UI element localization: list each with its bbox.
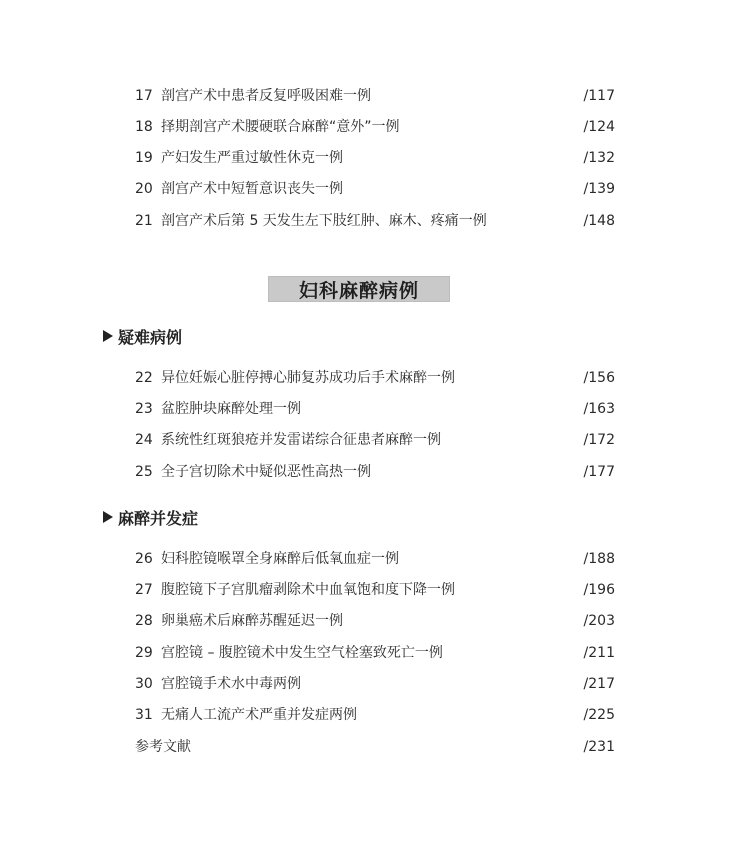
entry-title: 剖宫产术后第 5 天发生左下肢红肿、麻木、疼痛一例 [161,213,487,229]
entry-title: 全子宫切除术中疑似恶性高热一例 [161,464,371,480]
entry-title: 剖宫产术中患者反复呼吸困难一例 [161,88,371,104]
entry-number: 28 [135,613,153,629]
entry-number: 17 [135,88,153,104]
entry-title: 产妇发生严重过敏性休克一例 [161,150,343,166]
toc-entry[interactable] [135,461,615,483]
toc-entry[interactable] [135,398,615,420]
toc-entry[interactable] [135,610,615,632]
entry-page: /132 [583,150,615,166]
entry-title: 异位妊娠心脏停搏心肺复苏成功后手术麻醉一例 [161,370,455,386]
entry-number: 19 [135,150,153,166]
entry-number: 23 [135,401,153,417]
entry-page: /225 [583,707,615,723]
toc-entry[interactable] [135,579,615,601]
toc-entry[interactable] [135,548,615,570]
section-title: 妇科麻醉病例 [268,276,450,302]
toc-entry-references[interactable] [135,736,615,758]
entry-title: 卵巢癌术后麻醉苏醒延迟一例 [161,613,343,629]
entry-title: 盆腔肿块麻醉处理一例 [161,401,301,417]
toc-entry[interactable] [135,85,615,107]
entry-number: 25 [135,464,153,480]
entry-number: 26 [135,551,153,567]
entry-title: 参考文献 [135,739,191,755]
entry-number: 20 [135,181,153,197]
toc-entry[interactable] [135,210,615,232]
entry-title: 剖宫产术中短暂意识丧失一例 [161,181,343,197]
entry-number: 31 [135,707,153,723]
entry-page: /177 [583,464,615,480]
entry-page: /211 [583,645,615,661]
entry-title: 腹腔镜下子宫肌瘤剥除术中血氧饱和度下降一例 [161,582,455,598]
entry-number: 21 [135,213,153,229]
entry-page: /188 [583,551,615,567]
entry-page: /217 [583,676,615,692]
entry-page: /124 [583,119,615,135]
toc-entry[interactable] [135,704,615,726]
toc-entry[interactable] [135,642,615,664]
toc-entry[interactable] [135,178,615,200]
entry-page: /117 [583,88,615,104]
entry-page: /203 [583,613,615,629]
entry-page: /139 [583,181,615,197]
entry-page: /196 [583,582,615,598]
entry-page: /156 [583,370,615,386]
entry-title: 无痛人工流产术严重并发症两例 [161,707,357,723]
entry-number: 30 [135,676,153,692]
subsection-label: 疑难病例 [118,327,183,347]
entry-number: 22 [135,370,153,386]
entry-title: 择期剖宫产术腰硬联合麻醉“意外”一例 [161,119,400,135]
entry-number: 18 [135,119,153,135]
subsection-label: 麻醉并发症 [118,508,199,528]
toc-entry[interactable] [135,429,615,451]
entry-title: 妇科腔镜喉罩全身麻醉后低氧血症一例 [161,551,399,567]
entry-number: 27 [135,582,153,598]
entry-title: 宫腔镜 – 腹腔镜术中发生空气栓塞致死亡一例 [161,645,443,661]
subsection-heading [103,505,198,529]
triangle-marker-icon [103,511,113,523]
toc-entry[interactable] [135,147,615,169]
entry-page: /163 [583,401,615,417]
toc-entry[interactable] [135,673,615,695]
toc-entry[interactable] [135,367,615,389]
entry-number: 29 [135,645,153,661]
entry-number: 24 [135,432,153,448]
entry-page: /231 [583,739,615,755]
entry-page: /148 [583,213,615,229]
toc-entry[interactable] [135,116,615,138]
triangle-marker-icon [103,330,113,342]
entry-title: 宫腔镜手术水中毒两例 [161,676,301,692]
entry-page: /172 [583,432,615,448]
entry-title: 系统性红斑狼疮并发雷诺综合征患者麻醉一例 [161,432,441,448]
subsection-heading [103,324,182,348]
